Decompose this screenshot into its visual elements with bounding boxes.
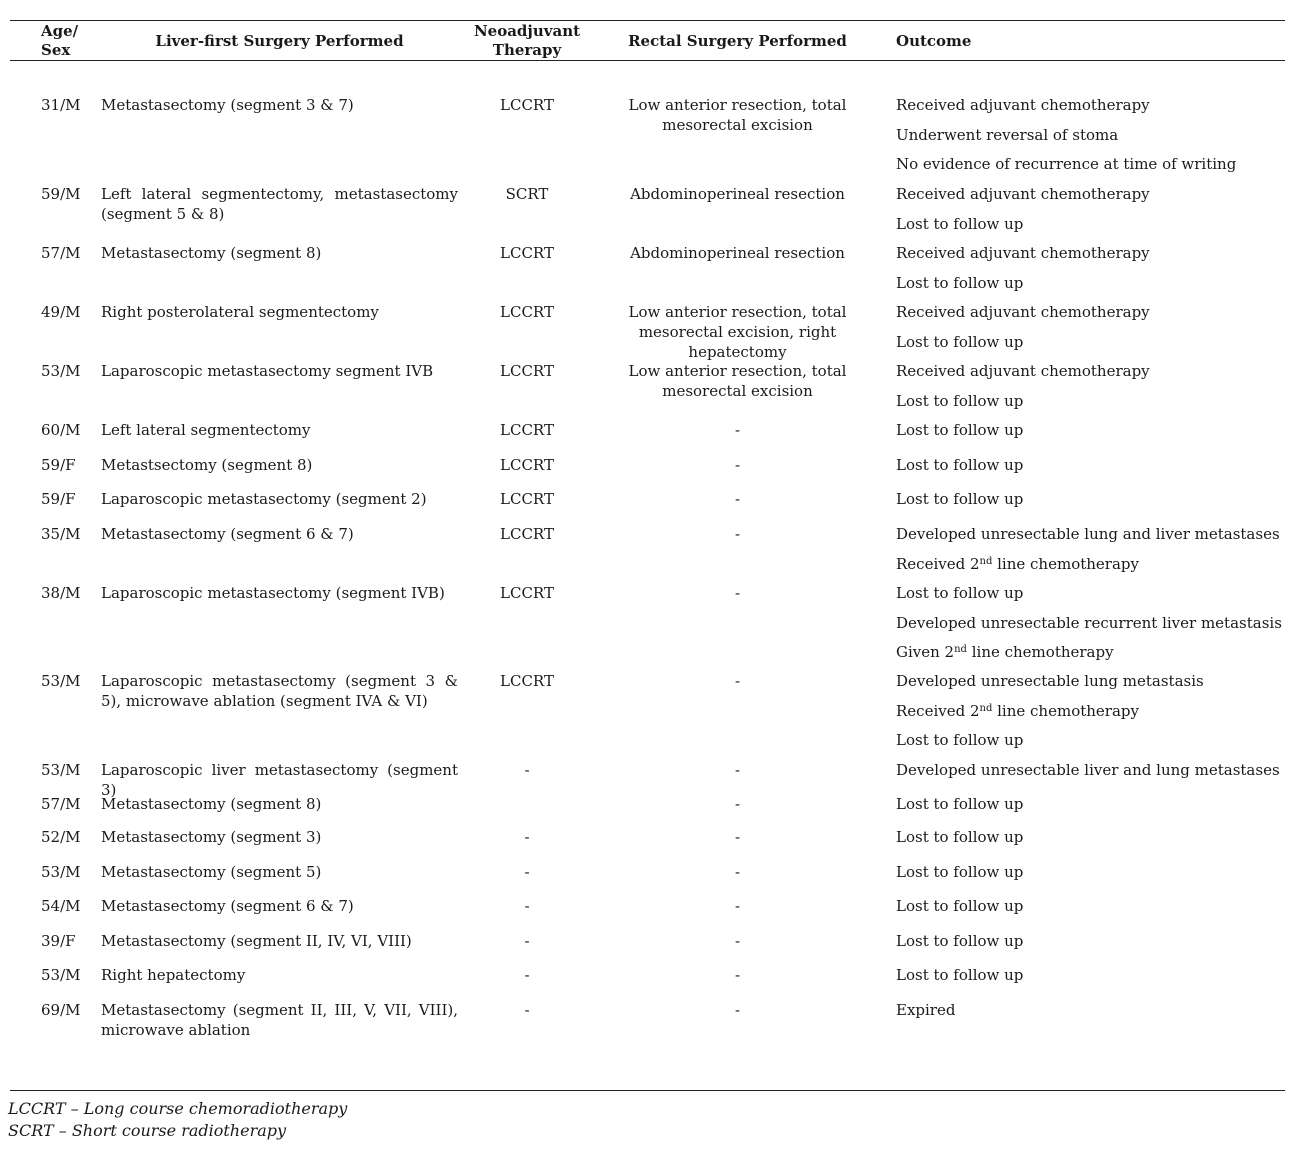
cell-rectal-surgery: - xyxy=(734,897,741,915)
cell-age-sex: 38/M xyxy=(41,584,81,602)
cell-neoadjuvant: LCCRT xyxy=(500,456,554,474)
footnote-scrt: SCRT – Short course radiotherapy xyxy=(8,1121,287,1140)
cell-liver-surgery: Laparoscopic liver metastasectomy (segment 3) xyxy=(101,761,458,799)
cell-liver-surgery: Laparoscopic metastasectomy (segment IVB) xyxy=(101,584,445,602)
table-top-rule xyxy=(10,20,1285,21)
outcome-line: Underwent reversal of stoma xyxy=(896,125,1119,144)
cell-age-sex: 69/M xyxy=(41,1001,81,1019)
cell-outcome xyxy=(896,489,1276,519)
cell-liver-surgery: Metastsectomy (segment 8) xyxy=(101,456,313,474)
cell-liver-surgery: Laparoscopic metastasectomy (segment 2) xyxy=(101,490,427,508)
cell-outcome xyxy=(896,794,1276,824)
cell-age-sex: 35/M xyxy=(41,525,81,543)
cell-rectal-surgery: - xyxy=(734,761,741,779)
cell-outcome xyxy=(896,455,1276,485)
outcome-line: Developed unresectable lung and liver metastases xyxy=(896,525,1280,543)
cell-outcome xyxy=(896,420,1276,450)
cell-age-sex: 57/M xyxy=(41,244,81,262)
cell-neoadjuvant: LCCRT xyxy=(500,525,554,543)
cell-rectal-surgery: Low anterior resection, total mesorectal excision, right hepatectomy xyxy=(628,303,847,361)
outcome-line: Developed unresectable recurrent liver metastasis xyxy=(896,613,1282,632)
cell-rectal-surgery: - xyxy=(734,456,741,474)
cell-liver-surgery: Right posterolateral segmentectomy xyxy=(101,303,379,321)
cell-outcome xyxy=(896,931,1276,961)
outcome-line: Lost to follow up xyxy=(896,391,1024,410)
cell-liver-surgery: Left lateral segmentectomy xyxy=(101,421,311,439)
cell-rectal-surgery: Low anterior resection, total mesorectal excision xyxy=(628,362,847,400)
cell-rectal-surgery: - xyxy=(734,932,741,950)
header-age-sex: Age/ Sex xyxy=(41,22,79,59)
outcome-line: Lost to follow up xyxy=(896,273,1024,292)
cell-age-sex: 53/M xyxy=(41,362,81,380)
outcome-line: Lost to follow up xyxy=(896,932,1024,950)
cell-rectal-surgery: Low anterior resection, total mesorectal excision xyxy=(628,96,847,134)
cell-age-sex: 53/M xyxy=(41,761,81,779)
outcome-line: Lost to follow up xyxy=(896,490,1024,508)
outcome-line: Lost to follow up xyxy=(896,731,1024,749)
cell-liver-surgery: Metastasectomy (segment 6 & 7) xyxy=(101,897,354,915)
outcome-line: Received 2nd line chemotherapy xyxy=(896,554,1139,573)
cell-neoadjuvant: - xyxy=(524,932,530,950)
cell-outcome xyxy=(896,965,1276,995)
outcome-line: Given 2nd line chemotherapy xyxy=(896,643,1114,661)
cell-age-sex: 59/F xyxy=(41,490,76,508)
cell-outcome xyxy=(896,671,1276,760)
cell-rectal-surgery: - xyxy=(734,966,741,984)
cell-outcome xyxy=(896,896,1276,926)
outcome-line: Received adjuvant chemotherapy xyxy=(896,244,1150,262)
cell-outcome xyxy=(896,95,1276,184)
cell-liver-surgery: Right hepatectomy xyxy=(101,966,246,984)
cell-liver-surgery: Laparoscopic metastasectomy (segment 3 & 5), microwave ablation (segment IVA & VI) xyxy=(101,672,458,710)
cell-age-sex: 60/M xyxy=(41,421,81,439)
outcome-line: Expired xyxy=(896,1001,956,1019)
cell-outcome xyxy=(896,184,1276,243)
cell-neoadjuvant: - xyxy=(524,1001,530,1019)
cell-rectal-surgery: - xyxy=(734,525,741,543)
cell-rectal-surgery: - xyxy=(734,1001,741,1019)
cell-outcome xyxy=(896,302,1276,361)
cell-outcome xyxy=(896,524,1280,583)
header-liver-surgery: Liver-first Surgery Performed xyxy=(155,32,404,50)
cell-liver-surgery: Metastasectomy (segment 5) xyxy=(101,863,322,881)
cell-rectal-surgery: Abdominoperineal resection xyxy=(630,185,845,203)
outcome-line: Lost to follow up xyxy=(896,795,1024,813)
cell-outcome xyxy=(896,583,1282,672)
header-outcome: Outcome xyxy=(896,32,972,50)
cell-outcome xyxy=(896,361,1276,420)
outcome-line: Lost to follow up xyxy=(896,966,1024,984)
cell-rectal-surgery: - xyxy=(734,584,741,602)
cell-liver-surgery: Metastasectomy (segment 3) xyxy=(101,828,322,846)
cell-age-sex: 31/M xyxy=(41,96,81,114)
cell-neoadjuvant: - xyxy=(524,897,530,915)
cell-neoadjuvant: LCCRT xyxy=(500,303,554,321)
cell-age-sex: 39/F xyxy=(41,932,76,950)
cell-neoadjuvant: LCCRT xyxy=(500,584,554,602)
outcome-line: Received adjuvant chemotherapy xyxy=(896,303,1150,321)
cell-neoadjuvant: LCCRT xyxy=(500,672,554,690)
cell-neoadjuvant: LCCRT xyxy=(500,421,554,439)
cell-neoadjuvant: - xyxy=(524,828,530,846)
outcome-line: Lost to follow up xyxy=(896,332,1024,351)
outcome-line: Received adjuvant chemotherapy xyxy=(896,96,1150,114)
cell-rectal-surgery: Abdominoperineal resection xyxy=(630,244,845,262)
cell-liver-surgery: Metastasectomy (segment II, III, V, VII, VIII), microwave ablation xyxy=(101,1001,458,1039)
cell-outcome xyxy=(896,1000,1276,1030)
cell-neoadjuvant: LCCRT xyxy=(500,490,554,508)
outcome-line: Developed unresectable liver and lung metastases xyxy=(896,761,1280,779)
cell-rectal-surgery: - xyxy=(734,795,741,813)
outcome-line: Lost to follow up xyxy=(896,456,1024,474)
cell-rectal-surgery: - xyxy=(734,863,741,881)
cell-age-sex: 52/M xyxy=(41,828,81,846)
cell-age-sex: 49/M xyxy=(41,303,81,321)
cell-liver-surgery: Metastasectomy (segment 8) xyxy=(101,795,322,813)
outcome-line: Received 2nd line chemotherapy xyxy=(896,701,1139,720)
outcome-line: Lost to follow up xyxy=(896,863,1024,881)
cell-neoadjuvant: - xyxy=(524,761,530,779)
table-bottom-rule xyxy=(10,1090,1285,1091)
cell-neoadjuvant: LCCRT xyxy=(500,244,554,262)
cell-age-sex: 57/M xyxy=(41,795,81,813)
header-neoadjuvant: Neoadjuvant Therapy xyxy=(473,22,581,59)
cell-liver-surgery: Metastasectomy (segment II, IV, VI, VIII) xyxy=(101,932,412,950)
header-rectal-surgery: Rectal Surgery Performed xyxy=(628,32,847,50)
cell-age-sex: 59/F xyxy=(41,456,76,474)
cell-neoadjuvant: LCCRT xyxy=(500,96,554,114)
cell-age-sex: 59/M xyxy=(41,185,81,203)
cell-neoadjuvant: - xyxy=(524,863,530,881)
footnote-lccrt: LCCRT – Long course chemoradiotherapy xyxy=(8,1099,348,1118)
cell-liver-surgery: Metastasectomy (segment 6 & 7) xyxy=(101,525,354,543)
cell-age-sex: 54/M xyxy=(41,897,81,915)
outcome-line: Received adjuvant chemotherapy xyxy=(896,185,1150,203)
cell-neoadjuvant: SCRT xyxy=(505,185,549,203)
cell-liver-surgery: Metastasectomy (segment 8) xyxy=(101,244,322,262)
cell-rectal-surgery: - xyxy=(734,421,741,439)
cell-rectal-surgery: - xyxy=(734,490,741,508)
cell-rectal-surgery: - xyxy=(734,672,741,690)
cell-outcome xyxy=(896,760,1280,790)
cell-outcome xyxy=(896,862,1276,892)
cell-outcome xyxy=(896,827,1276,857)
cell-liver-surgery: Laparoscopic metastasectomy segment IVB xyxy=(101,362,434,380)
cell-rectal-surgery: - xyxy=(734,828,741,846)
outcome-line: Lost to follow up xyxy=(896,828,1024,846)
cell-liver-surgery: Metastasectomy (segment 3 & 7) xyxy=(101,96,354,114)
outcome-line: Lost to follow up xyxy=(896,421,1024,439)
outcome-line: Lost to follow up xyxy=(896,897,1024,915)
cell-neoadjuvant: - xyxy=(524,966,530,984)
cell-age-sex: 53/M xyxy=(41,863,81,881)
cell-neoadjuvant: LCCRT xyxy=(500,362,554,380)
outcome-line: Developed unresectable lung metastasis xyxy=(896,672,1204,690)
outcome-line: Lost to follow up xyxy=(896,214,1024,233)
cell-age-sex: 53/M xyxy=(41,672,81,690)
outcome-line: Lost to follow up xyxy=(896,584,1024,602)
cell-outcome xyxy=(896,243,1276,302)
outcome-line: No evidence of recurrence at time of writing xyxy=(896,155,1237,173)
cell-liver-surgery: Left lateral segmentectomy, metastasectomy (segment 5 & 8) xyxy=(101,185,458,223)
cell-age-sex: 53/M xyxy=(41,966,81,984)
header-bottom-rule xyxy=(10,60,1285,61)
outcome-line: Received adjuvant chemotherapy xyxy=(896,362,1150,380)
